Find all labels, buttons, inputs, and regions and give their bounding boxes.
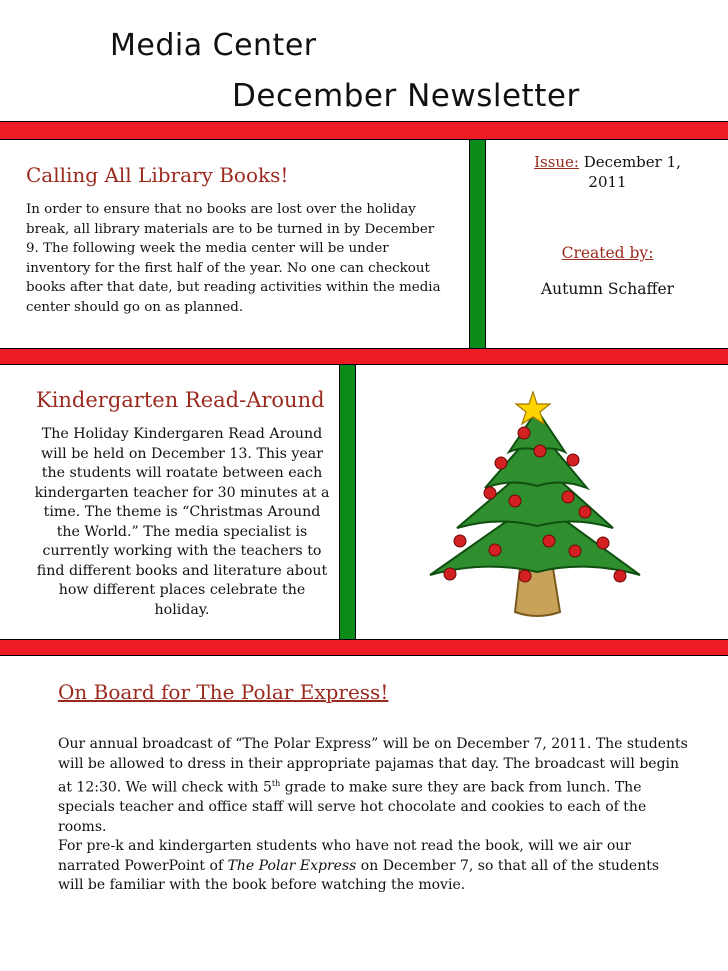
kindergarten-heading: Kindergarten Read-Around (36, 388, 325, 412)
divider-green-1 (469, 140, 486, 348)
polar-express-paragraph-2: For pre-k and kindergarten students who have not read the book, will we air our narrated PowerPoint of The Polar Express on December 7, so that all of the students will be familiar with the book before watching the movie. (58, 838, 660, 894)
library-books-heading: Calling All Library Books! (26, 163, 289, 187)
library-books-body: In order to ensure that no books are lost over the holiday break, all library materials are to be turned in by December 9. The following week the media center will be under inventory for the first half of the year. No one can checkout books after that date, but reading activities within the media center should go on as planned. (26, 202, 441, 315)
polar-express-heading: On Board for The Polar Express! (58, 680, 389, 704)
created-by-label: Created by: (561, 244, 654, 262)
divider-green-2 (339, 365, 356, 639)
christmas-tree-icon (425, 390, 650, 620)
masthead-title: Media Center (110, 28, 317, 63)
kindergarten-body: The Holiday Kindergaren Read Around will be held on December 13. This year the students will roatate between each kindergarten teacher for 30 minutes at a time. The theme is “Christmas Around the World.” The media specialist is currently working with the teachers to find different books and literature about how different places celebrate the holiday. (34, 426, 330, 618)
issue-info (505, 152, 710, 192)
polar-express-paragraph-1: Our annual broadcast of “The Polar Express” will be on December 7, 2011. The students will be allowed to dress in their appropriate pajamas that day. The broadcast will begin at 12:30. We will check with 5th grade to make sure they are back from lunch. The specials teacher and office staff will serve hot chocolate and cookies to each of the rooms. (58, 736, 688, 835)
issue-year: 2011 (588, 173, 627, 191)
issue-label: Issue: (534, 153, 579, 171)
author-name: Autumn Schaffer (540, 280, 675, 298)
middle-red-band (0, 348, 728, 365)
issue-date: December 1, (583, 153, 681, 171)
lower-red-band (0, 639, 728, 656)
masthead-subtitle: December Newsletter (232, 78, 580, 114)
polar-express-body (58, 735, 688, 896)
top-red-band (0, 121, 728, 140)
